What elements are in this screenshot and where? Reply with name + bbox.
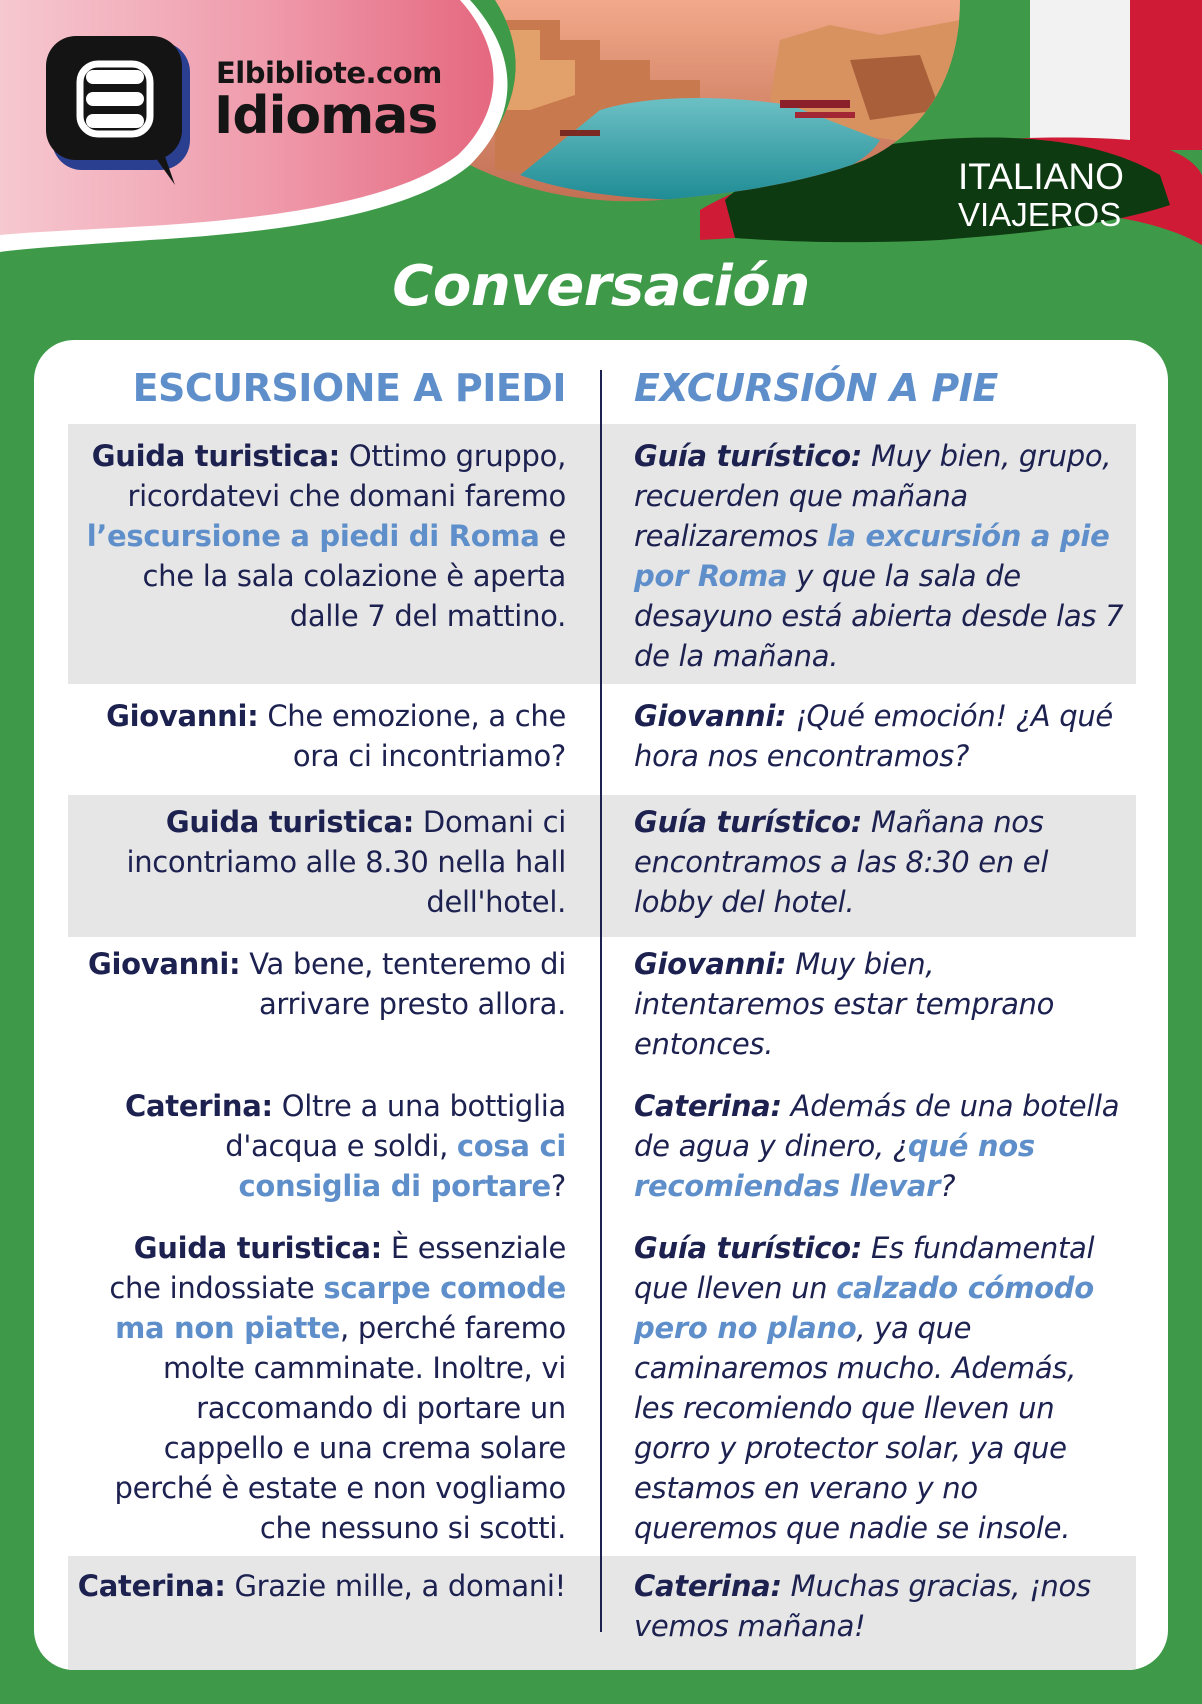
speaker: Guía turístico: bbox=[634, 439, 863, 473]
speaker: Giovanni: bbox=[634, 947, 787, 981]
dialogue-line-italian: Guida turistica: È essenziale che indossiate scarpe comode ma non piatte, perché faremo molte camminate. Inoltre, vi raccomando di portare un cappello e una crema solare perché è estate e non vogliamo che nessuno si scotti. bbox=[109, 1231, 566, 1545]
key-phrase: cosa ci consiglia di portare bbox=[238, 1129, 566, 1203]
speaker: Giovanni: bbox=[88, 947, 241, 981]
dialogue-line-spanish: Guía turístico: Muy bien, grupo, recuerden que mañana realizaremos la excursión a pie por Roma y que la sala de desayuno está abierta desde las 7 de la mañana. bbox=[634, 439, 1124, 673]
key-phrase: l’escursione a piedi di Roma bbox=[86, 519, 540, 553]
speaker: Caterina: bbox=[125, 1089, 273, 1123]
language-title: ITALIANO bbox=[958, 156, 1124, 197]
speaker: Guida turistica: bbox=[165, 805, 415, 839]
dialogue-line-italian: Guida turistica: Ottimo gruppo, ricordatevi che domani faremo l’escursione a piedi di Roma e che la sala colazione è aperta dalle 7 del mattino. bbox=[86, 439, 566, 633]
key-phrase: scarpe comode ma non piatte bbox=[115, 1271, 566, 1345]
dialogue-line-italian: Giovanni: Che emozione, a che ora ci incontriamo? bbox=[106, 699, 566, 773]
brand-site: Elbibliote.com bbox=[216, 56, 442, 90]
italian-flag bbox=[1030, 0, 1202, 150]
spanish-column-heading: EXCURSIÓN A PIE bbox=[634, 366, 998, 410]
dialogue-line-spanish: Caterina: Muchas gracias, ¡nos vemos mañana! bbox=[634, 1569, 1091, 1643]
dialogue-line-italian: Caterina: Grazie mille, a domani! bbox=[77, 1569, 566, 1603]
dialogue-line-italian: Giovanni: Va bene, tenteremo di arrivare presto allora. bbox=[88, 947, 566, 1021]
speaker: Guida turistica: bbox=[91, 439, 340, 473]
key-phrase: calzado cómodo pero no plano bbox=[634, 1271, 1094, 1345]
dialogue-line-italian: Caterina: Oltre a una bottiglia d'acqua e soldi, cosa ci consiglia di portare? bbox=[125, 1089, 566, 1203]
key-phrase: la excursión a pie por Roma bbox=[634, 519, 1110, 593]
brand-name: Idiomas bbox=[214, 86, 438, 146]
dialogue-line-spanish: Guía turístico: Es fundamental que lleven un calzado cómodo pero no plano, ya que caminaremos mucho. Además, les recomiendo que lleven un gorro y protector solar, ya que estamos en verano y no queremos que nadie se insole. bbox=[634, 1231, 1095, 1545]
conversation-card bbox=[34, 340, 1168, 1670]
italian-column-heading: ESCURSIONE A PIEDI bbox=[132, 366, 566, 410]
dialogue-line-spanish: Giovanni: Muy bien, intentaremos estar temprano entonces. bbox=[634, 947, 1055, 1061]
speaker: Guía turístico: bbox=[634, 1231, 863, 1265]
speaker: Guía turístico: bbox=[634, 805, 863, 839]
speaker: Caterina: bbox=[634, 1569, 782, 1603]
key-phrase: qué nos recomiendas llevar bbox=[634, 1129, 1035, 1203]
speaker: Guida turistica: bbox=[133, 1231, 382, 1265]
speaker: Giovanni: bbox=[634, 699, 787, 733]
speaker: Giovanni: bbox=[106, 699, 259, 733]
column-divider bbox=[600, 370, 602, 1632]
dialogue-line-spanish: Guía turístico: Mañana nos encontramos a las 8:30 en el lobby del hotel. bbox=[634, 805, 1049, 919]
dialogue-line-spanish: Caterina: Además de una botella de agua y dinero, ¿qué nos recomiendas llevar? bbox=[634, 1089, 1120, 1203]
header bbox=[0, 0, 1202, 260]
language-subtitle: VIAJEROS bbox=[958, 196, 1122, 233]
speaker: Caterina: bbox=[634, 1089, 782, 1123]
dialogue-line-spanish: Giovanni: ¡Qué emoción! ¿A qué hora nos encontramos? bbox=[634, 699, 1113, 773]
dialogue-line-italian: Guida turistica: Domani ci incontriamo alle 8.30 nella hall dell'hotel. bbox=[126, 805, 566, 919]
page-title: Conversación bbox=[392, 254, 810, 319]
speaker: Caterina: bbox=[77, 1569, 226, 1603]
chat-bubble-logo-icon bbox=[46, 36, 190, 185]
